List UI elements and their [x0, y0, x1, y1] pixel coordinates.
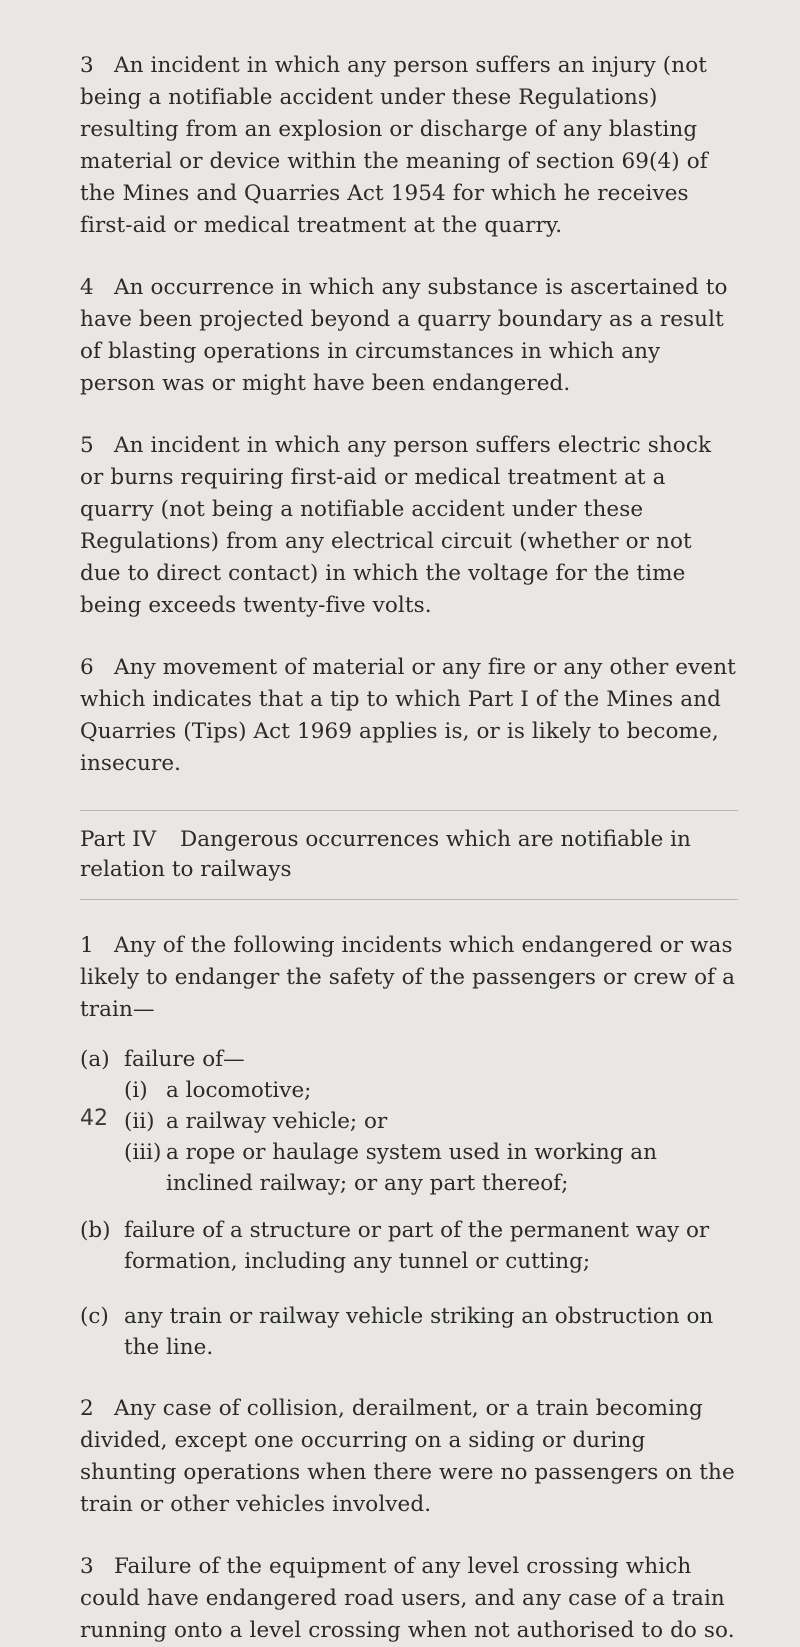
paragraph-text: Failure of the equipment of any level crossing which could have endangered road users, and any case of a train running onto a level crossing when not authorised to do so.	[80, 1554, 735, 1643]
paragraph-3-blasting-injury	[80, 50, 738, 242]
railway-paragraph-3	[80, 1551, 738, 1647]
list-item	[124, 1106, 738, 1137]
subclause-letter: (b)	[80, 1218, 111, 1243]
subclause-text: any train or railway vehicle striking an obstruction on the line.	[124, 1304, 714, 1360]
paragraph-text: Any movement of material or any fire or any other event which indicates that a tip to which Part I of the Mines and Quarries (Tips) Act 1969 applies is, or is likely to become, insecure.	[80, 655, 736, 776]
item-numeral: (iii)	[124, 1140, 162, 1165]
paragraph-5-electric-shock	[80, 430, 738, 622]
paragraph-number: 2	[80, 1396, 94, 1421]
paragraph-text: An incident in which any person suffers electric shock or burns requiring first-aid or medical treatment at a quarry (not being a notifiable accident under these Regulations) from any electrical circuit (whether or not due to direct contact) in which the voltage for the time being exceeds twenty-five volts.	[80, 433, 712, 618]
item-text: a railway vehicle; or	[166, 1109, 388, 1134]
paragraph-number: 6	[80, 655, 94, 680]
subclause-c	[80, 1301, 738, 1363]
page-number: 42	[80, 1106, 108, 1131]
paragraph-6-tip-movement	[80, 652, 738, 780]
subclause-a	[80, 1044, 738, 1199]
paragraph-4-projected-substance	[80, 272, 738, 400]
subclause-letter: (c)	[80, 1304, 109, 1329]
item-text: a rope or haulage system used in working an inclined railway; or any part thereof;	[166, 1140, 657, 1196]
item-numeral: (i)	[124, 1078, 148, 1103]
paragraph-text: An incident in which any person suffers an injury (not being a notifiable accident under these Regulations) resulting from an explosion or discharge of any blasting material or device within the meaning of section 69(4) of the Mines and Quarries Act 1954 for which he receives first-aid or medical treatment at the quarry.	[80, 53, 708, 238]
subclause-a-items	[124, 1075, 738, 1199]
subclause-text: failure of—	[124, 1047, 245, 1072]
list-item	[124, 1075, 738, 1106]
paragraph-number: 3	[80, 1554, 94, 1579]
part-iv-heading	[80, 810, 738, 900]
paragraph-text: Any of the following incidents which endangered or was likely to endanger the safety of the passengers or crew of a train—	[80, 933, 736, 1022]
paragraph-text: An occurrence in which any substance is ascertained to have been projected beyond a quarry boundary as a result of blasting operations in circumstances in which any person was or might have been endangered.	[80, 275, 728, 396]
list-item	[124, 1137, 738, 1199]
item-numeral: (ii)	[124, 1109, 155, 1134]
subclause-letter: (a)	[80, 1047, 110, 1072]
subclause-b	[80, 1215, 738, 1277]
part-title: Dangerous occurrences which are notifiable in relation to railways	[80, 827, 691, 882]
item-text: a locomotive;	[166, 1078, 312, 1103]
railway-paragraph-2	[80, 1393, 738, 1521]
paragraph-number: 3	[80, 53, 94, 78]
paragraph-text: Any case of collision, derailment, or a train becoming divided, except one occurring on a siding or during shunting operations when there were no passengers on the train or other vehicles involved.	[80, 1396, 735, 1517]
paragraph-number: 4	[80, 275, 94, 300]
paragraph-number: 1	[80, 933, 94, 958]
part-label: Part IV	[80, 827, 157, 852]
subclause-text: failure of a structure or part of the permanent way or formation, including any tunnel or cutting;	[124, 1218, 710, 1274]
paragraph-number: 5	[80, 433, 94, 458]
railway-paragraph-1	[80, 930, 738, 1026]
